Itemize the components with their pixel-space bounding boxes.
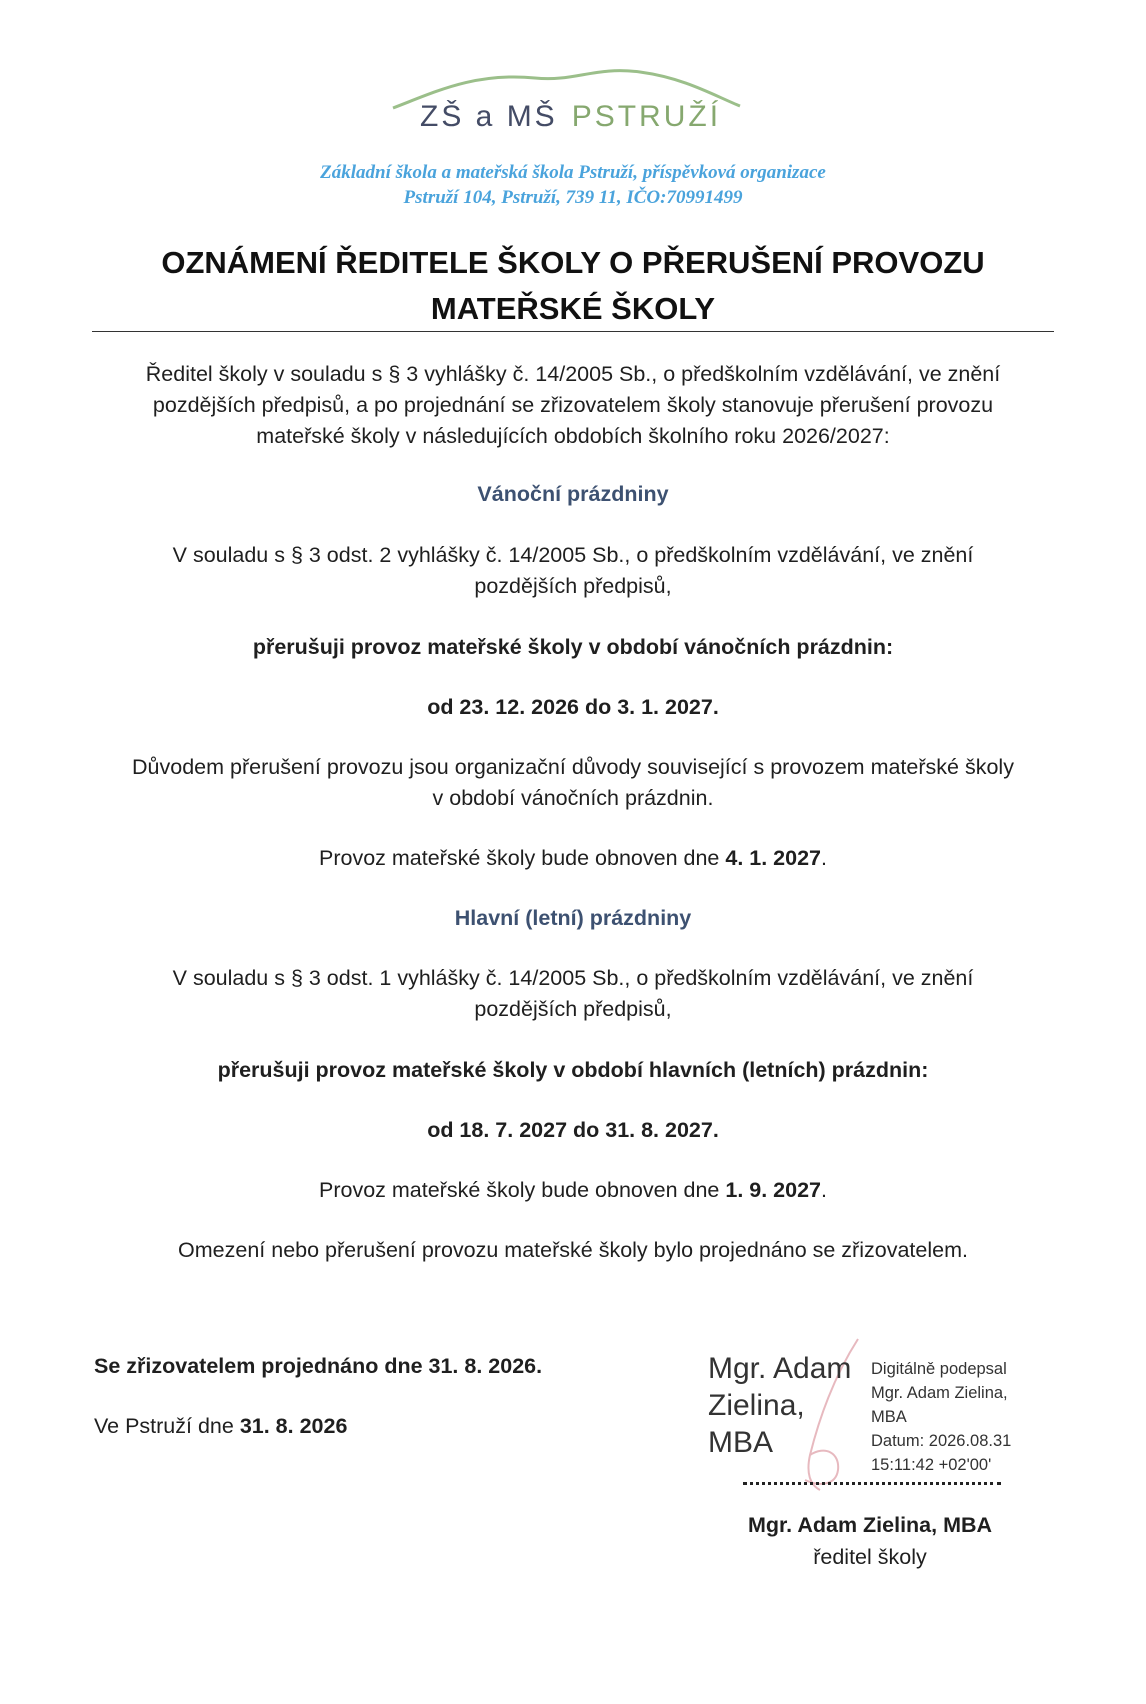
law-line: V souladu s § 3 odst. 1 vyhlášky č. 14/2005 Sb., o předškolním vzdělávání, ve znění xyxy=(172,966,974,990)
christmas-heading: Vánoční prázdniny xyxy=(477,482,669,506)
summer-resume: Provoz mateřské školy bude obnoven dne 1. 9. 2027. xyxy=(319,1178,827,1202)
intro-paragraph xyxy=(0,359,1146,452)
intro-line: pozdějších předpisů, a po projednání se zřizovatelem školy stanovuje přerušení provozu xyxy=(152,393,994,417)
org-name: Základní škola a mateřská škola Pstruží, příspěvková organizace xyxy=(320,162,826,183)
intro-line: mateřské školy v následujících obdobích školního roku 2026/2027: xyxy=(256,424,890,448)
summer-resume-date: 1. 9. 2027 xyxy=(725,1178,821,1202)
discussed-date: Se zřizovatelem projednáno dne 31. 8. 2026. xyxy=(94,1354,543,1378)
christmas-reason-paragraph xyxy=(0,752,1146,814)
page-title xyxy=(0,240,1146,332)
digital-signature-name: Mgr. Adam Zielina, MBA xyxy=(708,1352,852,1459)
title-line-1: OZNÁMENÍ ŘEDITELE ŠKOLY O PŘERUŠENÍ PROVOZU xyxy=(161,245,985,280)
reason-line: Důvodem přerušení provozu jsou organizační důvody související s provozem mateřské školy xyxy=(132,755,1014,779)
place-date: Ve Pstruží dne 31. 8. 2026 xyxy=(94,1414,348,1438)
intro-line: Ředitel školy v souladu s § 3 vyhlášky č. 14/2005 Sb., o předškolním vzdělávání, ve znění xyxy=(145,362,1001,386)
christmas-law-paragraph xyxy=(0,540,1146,602)
title-line-2: MATEŘSKÉ ŠKOLY xyxy=(430,291,716,326)
summer-law-paragraph xyxy=(0,963,1146,1025)
closing-statement: Omezení nebo přerušení provozu mateřské školy bylo projednáno se zřizovatelem. xyxy=(178,1238,968,1262)
signature-dotted-line xyxy=(743,1482,1001,1485)
law-line: V souladu s § 3 odst. 2 vyhlášky č. 14/2005 Sb., o předškolním vzdělávání, ve znění xyxy=(172,543,974,567)
digital-signature-details: Digitálně podepsal Mgr. Adam Zielina, MBA Datum: 2026.08.31 15:11:42 +02'00' xyxy=(871,1360,1012,1474)
title-divider xyxy=(92,331,1054,332)
christmas-resume: Provoz mateřské školy bude obnoven dne 4. 1. 2027. xyxy=(319,846,827,870)
summer-heading: Hlavní (letní) prázdniny xyxy=(454,906,692,930)
christmas-dates: od 23. 12. 2026 do 3. 1. 2027. xyxy=(427,695,719,719)
signer-role: ředitel školy xyxy=(813,1545,927,1569)
logo-zs-text: ZŠ a MŠ xyxy=(420,100,558,133)
christmas-resume-date: 4. 1. 2027 xyxy=(725,846,821,870)
law-line: pozdějších předpisů, xyxy=(474,574,672,598)
reason-line: v období vánočních prázdnin. xyxy=(432,786,714,810)
summer-dates: od 18. 7. 2027 do 31. 8. 2027. xyxy=(427,1118,719,1142)
organization-info xyxy=(0,160,1146,210)
org-address: Pstruží 104, Pstruží, 739 11, IČO:70991499 xyxy=(403,187,743,208)
law-line: pozdějších předpisů, xyxy=(474,997,672,1021)
summer-interrupt-statement: přerušuji provoz mateřské školy v období hlavních (letních) prázdnin: xyxy=(217,1058,929,1082)
logo-pstruzi-text: PSTRUŽÍ xyxy=(571,100,722,133)
signer-name: Mgr. Adam Zielina, MBA xyxy=(747,1513,993,1537)
school-logo xyxy=(385,62,745,152)
christmas-interrupt-statement: přerušuji provoz mateřské školy v období vánočních prázdnin: xyxy=(252,635,894,659)
